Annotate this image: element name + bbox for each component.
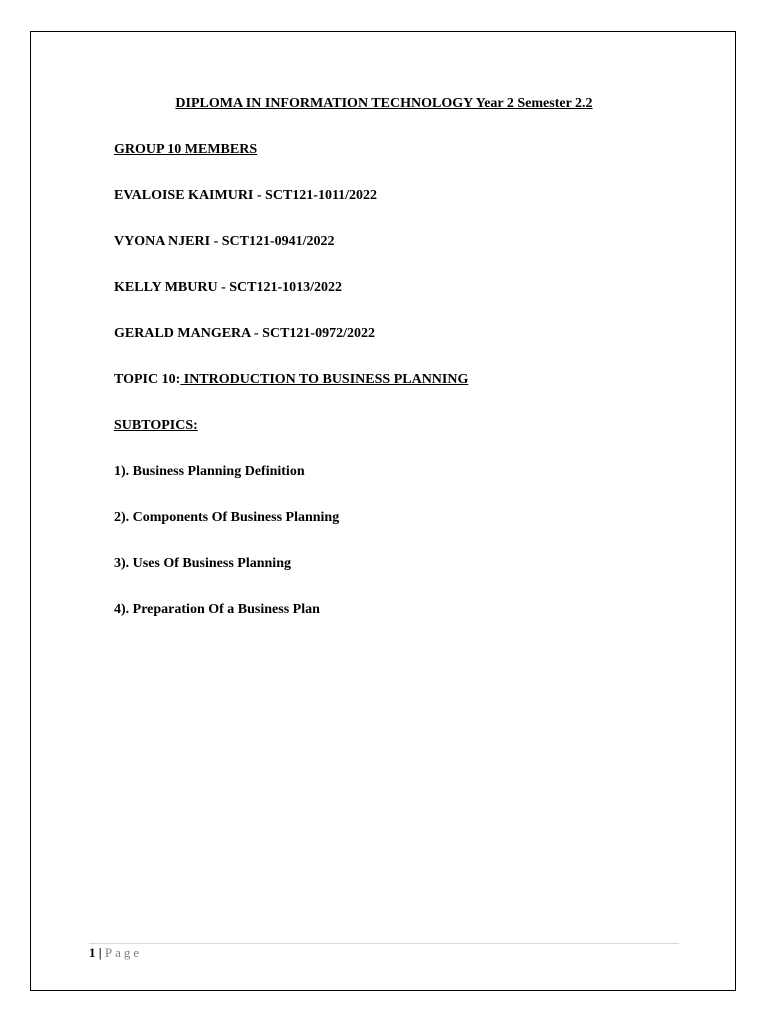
member-2: VYONA NJERI - SCT121-0941/2022 <box>114 234 335 249</box>
topic-prefix: TOPIC 10: <box>114 372 181 387</box>
page-separator: | <box>95 945 105 960</box>
subtopics-heading: SUBTOPICS: <box>114 418 198 433</box>
page-label: Page <box>104 945 143 960</box>
member-4: GERALD MANGERA - SCT121-0972/2022 <box>114 326 375 341</box>
subtopic-3: 3). Uses Of Business Planning <box>114 556 291 571</box>
group-heading: GROUP 10 MEMBERS <box>114 142 258 157</box>
topic-line <box>114 371 468 389</box>
topic-title: INTRODUCTION TO BUSINESS PLANNING <box>180 372 469 387</box>
subtopic-4: 4). Preparation Of a Business Plan <box>114 602 320 617</box>
page-number: 1 <box>89 945 96 960</box>
document-page <box>30 31 736 991</box>
member-1: EVALOISE KAIMURI - SCT121-1011/2022 <box>114 188 378 203</box>
page-footer <box>89 944 142 962</box>
footer-divider <box>89 943 679 944</box>
member-3: KELLY MBURU - SCT121-1013/2022 <box>114 280 343 295</box>
subtopic-1: 1). Business Planning Definition <box>114 464 305 479</box>
subtopic-2: 2). Components Of Business Planning <box>114 510 340 525</box>
document-title: DIPLOMA IN INFORMATION TECHNOLOGY Year 2 Semester 2.2 <box>175 96 593 111</box>
